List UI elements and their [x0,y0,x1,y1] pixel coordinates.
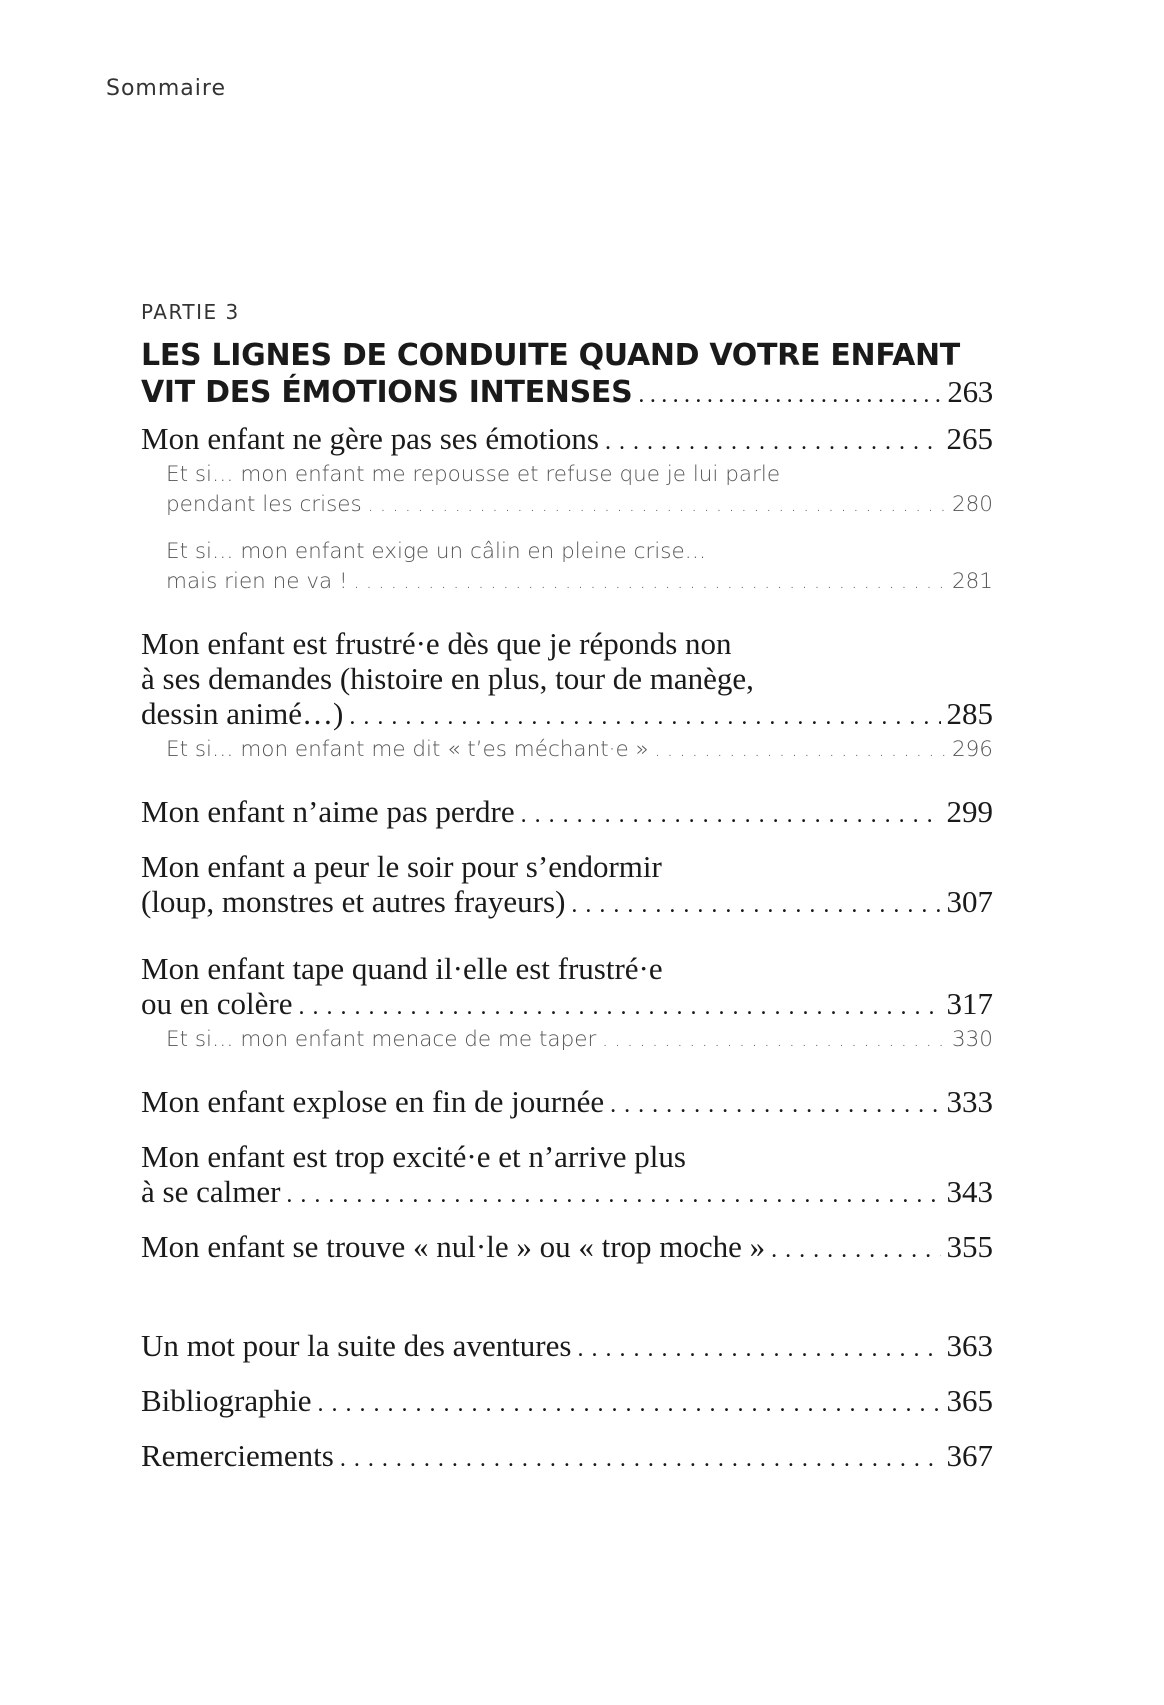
dot-leader [602,1026,946,1056]
toc-backmatter-line [141,1438,993,1477]
toc-chapter-entry-text: à se calmer [141,1174,281,1209]
toc-subsection-entry[interactable] [166,460,993,521]
page-number: 333 [946,1084,993,1119]
toc-chapter-entry[interactable] [141,794,993,833]
toc-chapter-entry[interactable] [141,849,993,923]
toc-backmatter-text: Remerciements [141,1438,334,1473]
spacer [141,598,993,626]
toc-chapter-entry-line [141,1084,993,1123]
toc-backmatter-entry[interactable] [141,1328,993,1367]
dot-leader [368,491,946,521]
page-number: 296 [951,737,993,762]
page-number: 317 [946,986,993,1021]
dot-leader [286,1178,940,1213]
toc-subsection-entry-text: Et si… mon enfant me dit « t’es méchant·e » [166,737,649,762]
toc-chapter-entry-text: Mon enfant n’aime pas perdre [141,794,515,829]
toc-chapter-entry-text: Mon enfant se trouve « nul·le » ou « trop moche » [141,1229,766,1264]
toc-chapter-entry-text: ou en colère [141,986,293,1021]
toc-chapter-entry-line [141,1174,993,1213]
toc-chapter-entry-line [141,884,993,923]
spacer [141,1123,993,1139]
dot-leader [340,1442,941,1477]
part-title-line-1: LES LIGNES DE CONDUITE QUAND VOTRE ENFANT [141,338,960,373]
part-title [141,338,993,413]
toc-backmatter-text: Bibliographie [141,1383,312,1418]
spacer [141,766,993,794]
spacer [141,923,993,951]
toc-chapter-entry[interactable] [141,1229,993,1268]
toc-backmatter-line [141,1328,993,1367]
spacer [141,1213,993,1229]
page-number: 281 [951,569,993,594]
toc-subsection-entry-line: Et si… mon enfant me repousse et refuse que je lui parle [166,462,781,487]
page-number: 263 [947,374,993,409]
toc-backmatter-text: Un mot pour la suite des aventures [141,1328,572,1363]
toc-backmatter-entry[interactable] [141,1383,993,1422]
page-number: 330 [951,1027,993,1052]
toc-chapter-entry-line [141,1229,993,1268]
toc-chapter-entry-line [141,696,993,735]
part-title-text: VIT DES ÉMOTIONS INTENSES [141,375,633,410]
spacer [141,1268,993,1328]
spacer [141,1056,993,1084]
toc-subsection-entry-line [166,1025,993,1056]
toc-chapter-entry-text: dessin animé…) [141,696,344,731]
toc-chapter-entry-line: Mon enfant est frustré·e dès que je réponds non [141,626,732,661]
dot-leader [354,568,946,598]
dot-leader [610,1088,940,1123]
page-number: 307 [946,884,993,919]
toc-chapter-entry[interactable] [141,626,993,735]
toc-subsection-entry[interactable] [166,537,993,598]
toc-chapter-entry[interactable] [141,1084,993,1123]
toc-chapter-entry[interactable] [141,421,993,460]
dot-leader [298,990,940,1025]
page-number: 265 [946,421,993,456]
part-title-line-2 [141,374,993,413]
page-number: 343 [946,1174,993,1209]
page-number: 363 [946,1328,993,1363]
page-number: 355 [946,1229,993,1264]
toc-chapter-entry-line: Mon enfant est trop excité·e et n’arrive plus [141,1139,686,1174]
spacer [141,1422,993,1438]
spacer [141,1367,993,1383]
toc-chapter-entry-line [141,986,993,1025]
table-of-contents [141,300,993,1477]
dot-leader [655,736,946,766]
dot-leader [577,1332,940,1367]
toc-body [141,421,993,1477]
toc-chapter-entry-line [141,421,993,460]
toc-chapter-entry-text: (loup, monstres et autres frayeurs) [141,884,566,919]
page-number: 367 [946,1438,993,1473]
page-number: 365 [946,1383,993,1418]
toc-chapter-entry-text: Mon enfant ne gère pas ses émotions [141,421,599,456]
toc-chapter-entry-line: à ses demandes (histoire en plus, tour de manège, [141,661,754,696]
toc-backmatter-entry[interactable] [141,1438,993,1477]
toc-chapter-entry-line: Mon enfant tape quand il·elle est frustré·e [141,951,663,986]
toc-chapter-entry[interactable] [141,951,993,1025]
toc-subsection-entry-text: pendant les crises [166,492,362,517]
toc-chapter-entry-line: Mon enfant a peur le soir pour s’endormir [141,849,662,884]
running-head: Sommaire [106,76,226,101]
dot-leader [771,1233,940,1268]
spacer [141,521,993,537]
page-number: 299 [946,794,993,829]
toc-chapter-entry-line [141,794,993,833]
toc-subsection-entry-text: mais rien ne va ! [166,569,348,594]
dot-leader [605,425,941,460]
dot-leader [317,1387,940,1422]
toc-subsection-entry[interactable] [166,735,993,766]
dot-leader [638,377,941,413]
part-label: PARTIE 3 [141,300,240,324]
toc-subsection-entry-line: Et si… mon enfant exige un câlin en pleine crise… [166,539,707,564]
dot-leader [571,888,940,923]
page-number: 280 [951,492,993,517]
toc-backmatter-line [141,1383,993,1422]
spacer [141,833,993,849]
dot-leader [349,700,940,735]
page-number: 285 [946,696,993,731]
toc-subsection-entry[interactable] [166,1025,993,1056]
toc-subsection-entry-line [166,735,993,766]
toc-subsection-entry-line [166,490,993,521]
toc-subsection-entry-line [166,567,993,598]
dot-leader [521,798,941,833]
toc-subsection-entry-text: Et si… mon enfant menace de me taper [166,1027,597,1052]
toc-chapter-entry[interactable] [141,1139,993,1213]
toc-chapter-entry-text: Mon enfant explose en fin de journée [141,1084,605,1119]
